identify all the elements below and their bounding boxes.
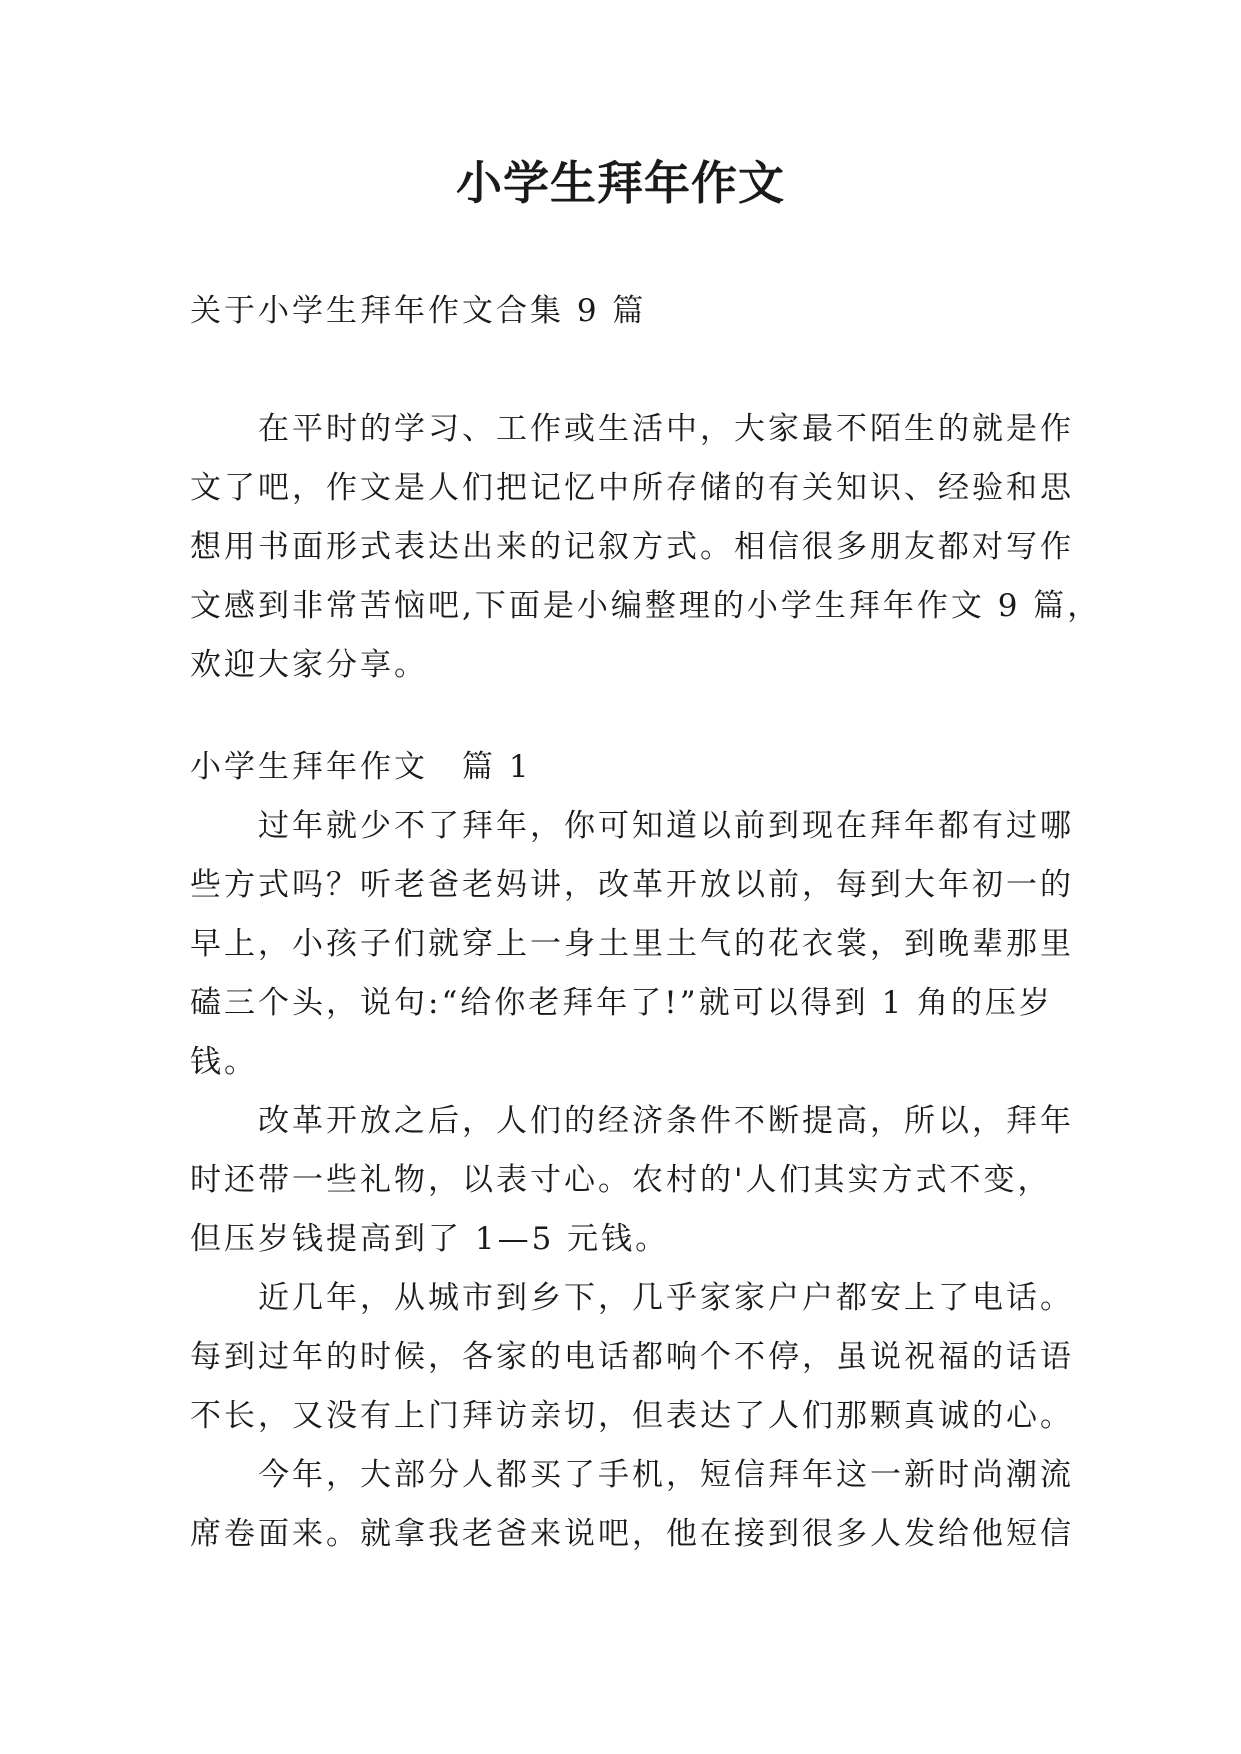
intro-line: 在平时的学习、工作或生活中，大家最不陌生的就是作: [190, 411, 1074, 447]
body-line: 席卷面来。就拿我老爸来说吧，他在接到很多人发给他短信: [190, 1516, 1074, 1552]
body-line: 每到过年的时候，各家的电话都响个不停，虽说祝福的话语: [190, 1339, 1074, 1375]
intro-line: 想用书面形式表达出来的记叙方式。相信很多朋友都对写作: [190, 529, 1074, 565]
body-text: [190, 797, 1074, 1564]
body-line: 钱。: [190, 1044, 258, 1080]
document-subtitle: 关于小学生拜年作文合集 9 篇: [190, 293, 647, 329]
body-line: 改革开放之后，人们的经济条件不断提高，所以，拜年: [190, 1103, 1074, 1139]
intro-line: 欢迎大家分享。: [190, 647, 428, 683]
section-heading-block: [190, 738, 1070, 797]
document-title: 小学生拜年作文: [456, 156, 785, 210]
body-line: 时还带一些礼物，以表寸心。农村的'人们其实方式不变，: [190, 1162, 1052, 1198]
body-line: 近几年，从城市到乡下，几乎家家户户都安上了电话。: [190, 1280, 1074, 1316]
body-line: 磕三个头，说句:“给你老拜年了!”就可以得到 1 角的压岁: [190, 985, 1054, 1021]
body-line: 但压岁钱提高到了 1—5 元钱。: [190, 1221, 670, 1257]
intro-line: 文了吧，作文是人们把记忆中所存储的有关知识、经验和思: [190, 470, 1074, 506]
intro-paragraph: [190, 400, 1102, 695]
intro-line: 文感到非常苦恼吧,下面是小编整理的小学生拜年作文 9 篇，: [190, 588, 1102, 624]
section-heading: 小学生拜年作文 篇 1: [190, 749, 532, 785]
body-line: 过年就少不了拜年，你可知道以前到现在拜年都有过哪: [190, 808, 1074, 844]
body-line: 些方式吗？听老爸老妈讲，改革开放以前，每到大年初一的: [190, 867, 1074, 903]
subtitle-block: [190, 282, 1070, 341]
body-line: 早上，小孩子们就穿上一身土里土气的花衣裳，到晚辈那里: [190, 926, 1074, 962]
body-line: 不长，又没有上门拜访亲切，但表达了人们那颗真诚的心。: [190, 1398, 1074, 1434]
body-line: 今年，大部分人都买了手机，短信拜年这一新时尚潮流: [190, 1457, 1074, 1493]
